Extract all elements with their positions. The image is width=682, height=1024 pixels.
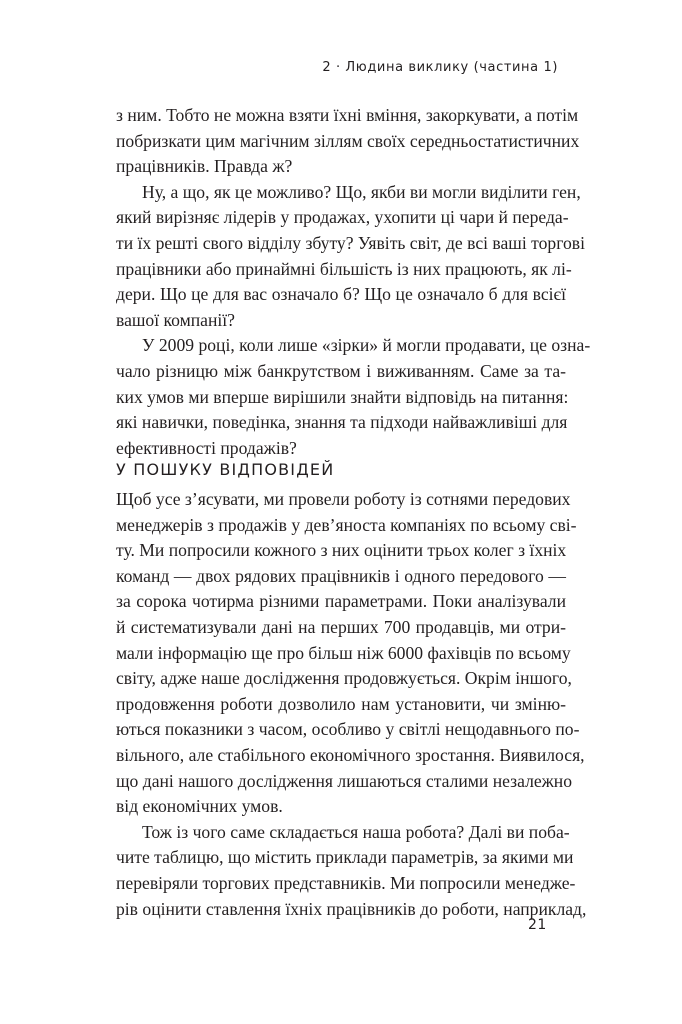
text-line: й систематизували дані на перших 700 продавців, ми отри-	[116, 616, 566, 637]
text-block-research	[116, 487, 587, 922]
text-line: побризкати цим магічним зіллям своїх середньостатистичних	[116, 130, 580, 151]
text-line: вільного, але стабільного економічного зростання. Виявилося,	[116, 744, 585, 765]
running-head: 2 · Людина виклику (частина 1)	[322, 60, 558, 75]
text-line: дери. Що це для вас означало б? Що це означало б для всієї	[116, 284, 566, 305]
text-line: менеджерів з продажів у дев’яноста компаніях по всьому сві-	[116, 514, 577, 535]
text-line: ту. Ми попросили кожного з них оцінити трьох колег з їхніх	[116, 540, 567, 561]
text-line: які навички, поведінка, знання та підходи найважливіші для	[116, 412, 568, 433]
text-line: ти їх решті свого відділу збуту? Уявіть світ, де всі ваші торгові	[116, 232, 585, 253]
section-heading: У ПОШУКУ ВІДПОВІДЕЙ	[116, 460, 335, 479]
text-line: за сорока чотирма різними параметрами. Поки аналізували	[116, 591, 566, 612]
text-line: що дані нашого дослідження лишаються сталими незалежно	[116, 770, 573, 791]
text-line: У 2009 році, коли лише «зірки» й могли продавати, це озна-	[142, 335, 591, 356]
text-line: ких умов ми вперше вирішили знайти відповідь на питання:	[116, 386, 569, 407]
page-number: 21	[528, 917, 547, 933]
text-line: команд — двох рядових працівників і одного передового —	[116, 565, 566, 586]
text-line: ються показники з часом, особливо у світлі нещодавнього по-	[116, 719, 580, 740]
text-block-intro	[116, 103, 591, 461]
text-line: працівники або принаймні більшість із них працюють, як лі-	[116, 258, 572, 279]
text-line: Тож із чого саме складається наша робота? Далі ви поба-	[142, 821, 570, 842]
text-line: чите таблицю, що містить приклади параметрів, за якими ми	[116, 847, 574, 868]
text-line: продовження роботи дозволило нам установити, чи зміню-	[116, 693, 566, 714]
text-line: Щоб усе з’ясувати, ми провели роботу із сотнями передових	[116, 489, 571, 509]
text-line: вашої компанії?	[116, 309, 235, 330]
text-line: Ну, а що, як це можливо? Що, якби ви могли виділити ген,	[142, 181, 581, 202]
text-line: перевіряли торгових представників. Ми попросили менедже-	[116, 872, 576, 893]
text-line: з ним. Тобто не можна взяти їхні вміння, закоркувати, а потім	[116, 105, 579, 125]
text-line: який вирізняє лідерів у продажах, ухопити ці чари й переда-	[116, 207, 569, 228]
text-line: світу, адже наше дослідження продовжується. Окрім іншого,	[116, 668, 572, 689]
text-line: працівників. Правда ж?	[116, 156, 293, 177]
text-line: мали інформацію ще про більш ніж 6000 фахівців по всьому	[116, 642, 571, 663]
text-line: ефективності продажів?	[116, 437, 297, 458]
text-line: чало різницю між банкрутством і виживанням. Саме за та-	[116, 360, 566, 381]
text-line: рів оцінити ставлення їхніх працівників до роботи, наприклад,	[116, 898, 587, 919]
text-line: від економічних умов.	[116, 796, 283, 817]
